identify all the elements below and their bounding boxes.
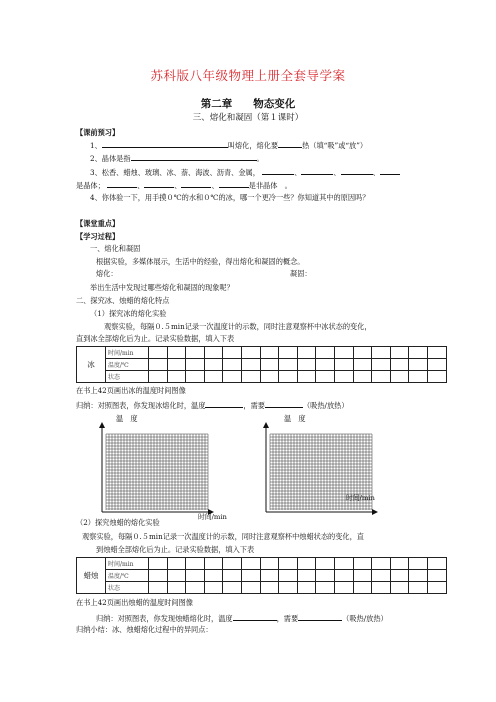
ice-graph-grid [94, 422, 214, 524]
graph-left-xlabel: 时间/min [198, 513, 227, 521]
ice-data-table [76, 346, 447, 383]
process-p5: 二、探究冰、烛蜡的熔化特点 [76, 296, 170, 305]
process-p11: （2）探究烛蜡的熔化实验 [76, 518, 160, 527]
process-p4: 举出生活中发现过哪些熔化和凝固的现象呢？ [90, 283, 234, 292]
row-label-temp: 温度/℃ [106, 570, 149, 582]
ice-table-head: 冰 [77, 347, 106, 383]
blank-1[interactable] [102, 139, 228, 148]
focus-heading: 【课堂重点】 [76, 219, 120, 228]
section-heading: 三、熔化和凝固（第１课时） [192, 113, 304, 123]
blank-10[interactable] [181, 179, 211, 188]
blank-4[interactable] [262, 166, 294, 175]
document-title: 苏科版八年级物理上册全套导学案 [150, 68, 346, 83]
blank-3[interactable] [131, 152, 257, 161]
chapter-heading: 第二章 物态变化 [200, 98, 296, 110]
question-2: 2、晶体是指 。 [90, 154, 264, 163]
blank-wax-temp[interactable] [233, 612, 277, 621]
blank-11[interactable] [219, 179, 249, 188]
process-p13: 到烛蜡全部熔化后为止。记录实验数据，填入下表 [96, 545, 255, 554]
process-p14: 在书上42页画出烛蜡的温度时间图像 [76, 598, 193, 607]
blank-9[interactable] [144, 179, 174, 188]
row-label-time: 时间/min [106, 347, 149, 359]
process-heading: 【学习过程】 [76, 232, 120, 241]
blank-ice-heat[interactable] [265, 399, 303, 408]
process-p7: 观察实验，每隔０.５min记录一次温度计的示数，同时注意观察杯中冰状态的变化， [104, 322, 372, 331]
blank-8[interactable] [107, 179, 137, 188]
process-p9: 在书上42页画出冰的温度时间图像 [76, 386, 186, 395]
blank-5[interactable] [301, 166, 333, 175]
process-p1: 一、熔化和凝固 [90, 244, 141, 253]
process-p12: 观察实验，每隔０.５min记录一次温度计的示数，同时注意观察杯中烛蜡状态的变化，直 [82, 532, 364, 541]
process-p6: （1）探究冰的熔化实验 [90, 309, 167, 318]
wax-conclusion: 归纳：对照图表，你发现烛蜡熔化时，温度 ，需要 （吸热/放热） [96, 614, 388, 623]
blank-6[interactable] [341, 166, 373, 175]
wax-table-head: 蜡烛 [77, 558, 106, 594]
process-p16: 归纳小结：冰、烛蜡熔化过程中的异同点： [76, 625, 213, 634]
melting-label: 熔化： [96, 269, 118, 278]
ice-conclusion: 归纳：对照图表，你发现冰熔化时，温度 ，需要 （吸热/放热） [76, 401, 349, 410]
row-label-state: 状态 [106, 582, 149, 594]
question-4: 4、你体验一下，用手摸０℃的水和０℃的冰，哪一个更冷一些？你知道其中的原因吗？ [90, 193, 370, 202]
blank-7[interactable] [380, 166, 400, 175]
process-p8: 直到冰全部熔化后为止。记录实验数据，填入下表 [76, 334, 235, 343]
blank-wax-heat[interactable] [298, 612, 342, 621]
graph-right-xlabel: 时间/min [346, 494, 375, 502]
question-3-cont: 是晶体； 、 、 、 是非晶体 。 [76, 181, 292, 190]
question-3: 3、松香、蜡烛、玻璃、冰、萘、海波、沥青、金属， 、 、 、 [90, 166, 400, 177]
wax-graph-grid [258, 422, 378, 524]
process-p2: 根据实验，多媒体展示，生活中的经验，得出熔化和凝固的概念。 [96, 257, 305, 266]
wax-data-table [76, 557, 447, 594]
graph-left-ylabel: 温 度 [116, 414, 138, 423]
blank-2[interactable] [278, 139, 302, 148]
row-label-time: 时间/min [106, 558, 149, 570]
graph-right-ylabel: 温 度 [284, 414, 306, 423]
question-1: 1、 叫熔化，熔化要 热（填“吸”或“放”） [90, 141, 368, 150]
blank-ice-temp[interactable] [205, 399, 243, 408]
solidification-label: 凝固： [290, 269, 312, 278]
row-label-temp: 温度/℃ [106, 359, 149, 371]
preview-heading: 【课前预习】 [76, 128, 120, 137]
row-label-state: 状态 [106, 371, 149, 383]
